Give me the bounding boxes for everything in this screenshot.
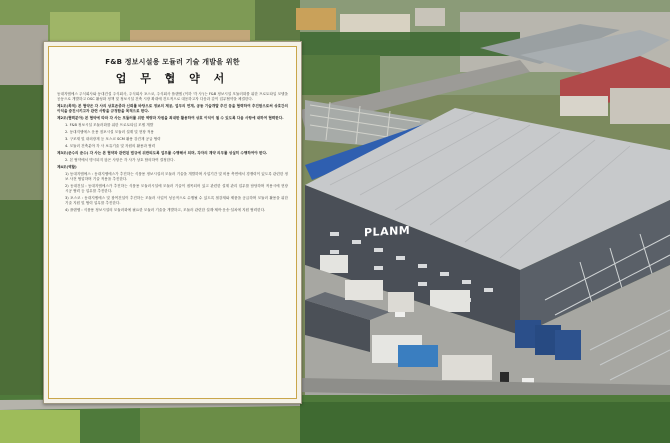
document-preamble: 동대지엠에스 주식회사와 동대건설 주식회사, 주식회사 포스코, 주식회사 플랜엠 (이하 '각 사')는 F&B 정보시설 모듈러화를 위한 프로토타입 모델을 공동으로 개발하고 OSC 활성화 정책 및 정보시설 건축 시장 확대에 건도적으로 대응하고자 다음과 같이 업무협약을 체결한다. <box>57 92 288 101</box>
article-4: 제4조(역할) <box>57 165 77 169</box>
document-body <box>57 92 288 213</box>
article-2-item-3: 3. 구조재 및 내외장재 등 포스코 SCM 활용 강건재 공급 협력 <box>65 137 161 141</box>
article-4-item-1: 1) 동대지엠에스 : 동대지엠에스가 추진하는 식품용 정보시설의 모듈러 기술을 개발하며 사업기간 및 비용 측면에서 경쟁력이 있도록 관련한 정보 사전 협업하며 기술 적용을 추진한다. <box>65 172 288 181</box>
building-sign: PLANM <box>364 223 411 240</box>
agreement-document <box>43 41 302 404</box>
article-2-item-2: 2. 동대지엠에스 운용 점포시설 모듈러 설계 및 현장 적용 <box>65 130 154 134</box>
document-title: 업 무 협 약 서 <box>115 72 230 85</box>
article-4-item-3: 3) 포스코 : 동대지엠에스 및 참여건설이 추진하는 모듈러 사업이 성공적으로 수행될 수 있도록 철강재와 제품을 공급하며 모듈러 활용을 위한 기술 지원 및 협력 업무를 추진한다. <box>65 196 288 205</box>
article-2-item-4: 4. 모듈러 건축분야 각 사 보유기술 및 자원의 활용과 협력 <box>65 144 156 148</box>
article-3-item-2: 2. 본 협약에서 명시되지 않은 사항은 각 사가 상호 합의하여 결정한다. <box>65 158 175 162</box>
document-border <box>48 46 297 399</box>
document-subtitle: F&B 정보시설용 모듈러 기술 개발을 위한 <box>105 58 240 66</box>
article-4-item-4: 4) 플랜엠 : 식품용 정보시설의 모듈러화에 필요한 모듈러 기술을 개발하고, 모듈러 관련한 설계·제작·운송·설치에 지원 협력한다. <box>65 208 266 212</box>
article-4-item-2: 2) 동대건설 : 동대지엠에스가 추진하는 식품용 모듈러시설에 모듈러 기술이 접목되어 있고 관련한 설계 관리 업무를 담당하며 적용시에 현장 시공 협력 등 업무를 추진한다. <box>65 184 288 193</box>
article-3: 제3조(준수의 준수) 각 사는 본 협약과 관련된 법규에 위반되도록 업무를 수행해서 되며, 각자의 계약 의무를 성실히 수행하여야 한다. <box>57 151 268 155</box>
article-1: 제1조(목적) 본 협약은 각 사의 상호존중과 신뢰를 바탕으로 정보의 제공, 업무의 연계, 공동 기술개발 추진 등을 협력하여 추진함으로써 상호간의 이익을 증진시키고자 관련 사항을 규정함을 목적으로 한다. <box>57 104 288 113</box>
article-2: 제2조(협력분야) 본 협약에 따라 각 사는 모듈러를 위한 역량과 자원을 최대한 활용하여 상호 이익이 될 수 있도록 다음 사항에 대하여 협력한다. <box>57 116 284 120</box>
article-2-item-1: 1. F&B 정보시설 모듈러화를 위한 프로토타입 모델 개발 <box>65 123 154 127</box>
